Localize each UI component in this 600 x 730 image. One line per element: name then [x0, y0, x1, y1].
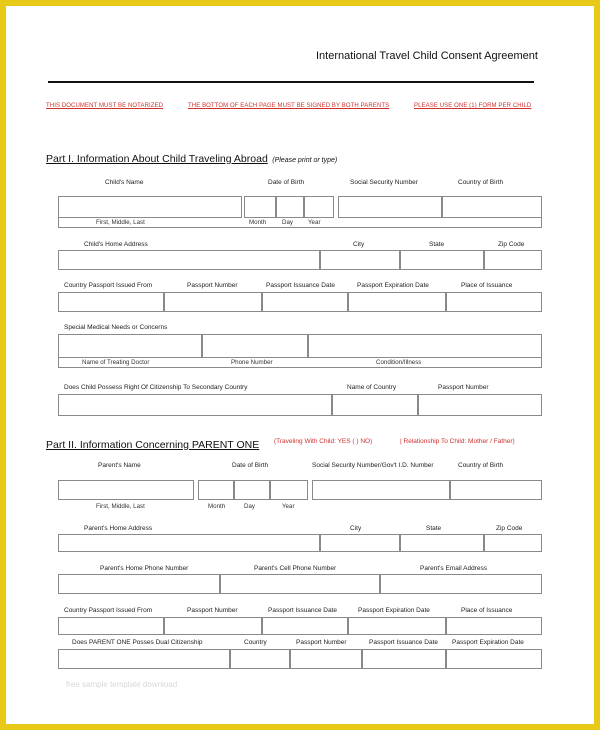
- label-parent-country-passport: Country Passport Issued From: [64, 607, 153, 614]
- label-medical-needs: Special Medical Needs or Concerns: [64, 324, 168, 331]
- label-parent-zip: Zip Code: [496, 525, 523, 532]
- child-country-passport-input[interactable]: [58, 292, 164, 312]
- sublabel-doctor: Name of Treating Doctor: [82, 359, 150, 366]
- label-parent-home-phone: Parent's Home Phone Number: [100, 565, 189, 572]
- parent-dob-month-input[interactable]: [198, 480, 234, 500]
- child-secondary-passport-input[interactable]: [418, 394, 542, 416]
- doctor-name-input[interactable]: [58, 334, 202, 358]
- label-parent-dual-country: Country: [244, 639, 267, 646]
- condition-illness-input[interactable]: [308, 334, 542, 358]
- label-parent-cell-phone: Parent's Cell Phone Number: [254, 565, 337, 572]
- parent-expiration-date-input[interactable]: [348, 617, 446, 635]
- child-country-of-birth-input[interactable]: [442, 196, 542, 218]
- document-title: International Travel Child Consent Agreement: [316, 50, 538, 62]
- parent-passport-number-input[interactable]: [164, 617, 262, 635]
- parent-country-of-birth-input[interactable]: [450, 480, 542, 500]
- parent-dual-issuance-date-input[interactable]: [362, 649, 446, 669]
- part1-title: Part I. Information About Child Traveling Abroad: [46, 153, 268, 165]
- child-place-of-issuance-input[interactable]: [446, 292, 542, 312]
- parent-state-input[interactable]: [400, 534, 484, 552]
- notice-one-form: PLEASE USE ONE (1) FORM PER CHILD: [414, 103, 532, 109]
- label-child-ssn: Social Security Number: [350, 179, 418, 186]
- child-expiration-date-input[interactable]: [348, 292, 446, 312]
- label-child-home-address: Child's Home Address: [84, 241, 148, 248]
- sublabel-child-day: Day: [282, 219, 294, 226]
- part1-note: (Please print or type): [272, 157, 338, 164]
- parent-dual-passport-number-input[interactable]: [290, 649, 362, 669]
- parent-city-input[interactable]: [320, 534, 400, 552]
- parent-home-address-input[interactable]: [58, 534, 320, 552]
- label-parent-expiration-date: Passport Expiration Date: [358, 607, 430, 614]
- label-parent-dual-issuance-date: Passport Issuance Date: [369, 639, 439, 646]
- notice-notarized: THIS DOCUMENT MUST BE NOTARIZED: [46, 103, 164, 109]
- sublabel-parent-name: First, Middle, Last: [96, 503, 145, 510]
- child-home-address-input[interactable]: [58, 250, 320, 270]
- part2-traveling-note: (Traveling With Child: YES ( ) NO): [274, 438, 373, 445]
- parent-cell-phone-input[interactable]: [220, 574, 380, 594]
- label-parent-dual-citizenship: Does PARENT ONE Posses Dual Citizenship: [72, 639, 203, 646]
- child-dob-year-input[interactable]: [304, 196, 334, 218]
- child-dob-month-input[interactable]: [244, 196, 276, 218]
- child-city-input[interactable]: [320, 250, 400, 270]
- title-rule: [48, 81, 534, 83]
- child-state-input[interactable]: [400, 250, 484, 270]
- label-parent-state: State: [426, 525, 442, 532]
- sublabel-parent-day: Day: [244, 503, 256, 510]
- label-child-secondary-passport: Passport Number: [438, 384, 489, 391]
- label-child-country-passport: Country Passport Issued From: [64, 282, 153, 289]
- label-child-country-of-birth: Country of Birth: [458, 179, 504, 186]
- label-child-zip: Zip Code: [498, 241, 525, 248]
- parent-place-of-issuance-input[interactable]: [446, 617, 542, 635]
- child-passport-number-input[interactable]: [164, 292, 262, 312]
- label-parent-city: City: [350, 525, 362, 532]
- child-dual-citizenship-input[interactable]: [58, 394, 332, 416]
- label-child-state: State: [429, 241, 445, 248]
- notice-signature: THE BOTTOM OF EACH PAGE MUST BE SIGNED BY BOTH PARENTS: [188, 103, 390, 109]
- parent-ssn-input[interactable]: [312, 480, 450, 500]
- child-secondary-country-input[interactable]: [332, 394, 418, 416]
- parent-dob-year-input[interactable]: [270, 480, 308, 500]
- label-child-expiration-date: Passport Expiration Date: [357, 282, 429, 289]
- sublabel-phone: Phone Number: [231, 359, 273, 366]
- label-child-dual-citizenship: Does Child Possess Right Of Citizenship To Secondary Country: [64, 384, 248, 391]
- child-zip-input[interactable]: [484, 250, 542, 270]
- part1-heading: [46, 149, 337, 167]
- sublabel-parent-month: Month: [208, 503, 226, 510]
- child-dob-day-input[interactable]: [276, 196, 304, 218]
- watermark: free sample template download: [66, 680, 178, 689]
- label-child-country-name: Name of Country: [347, 384, 397, 391]
- part2-title: Part II. Information Concerning PARENT ONE: [46, 439, 260, 451]
- parent-zip-input[interactable]: [484, 534, 542, 552]
- doctor-phone-input[interactable]: [202, 334, 308, 358]
- label-child-issuance-date: Passport Issuance Date: [266, 282, 336, 289]
- sublabel-parent-year: Year: [282, 503, 295, 510]
- sublabel-condition: Condition/Illness: [376, 359, 422, 366]
- label-parent-place-of-issuance: Place of Issuance: [461, 607, 513, 614]
- label-parent-email: Parent's Email Address: [420, 565, 487, 572]
- child-issuance-date-input[interactable]: [262, 292, 348, 312]
- label-child-place-of-issuance: Place of Issuance: [461, 282, 513, 289]
- child-name-input[interactable]: [58, 196, 242, 218]
- label-parent-ssn: Social Security Number/Gov't I.D. Number: [312, 462, 434, 469]
- parent-dob-day-input[interactable]: [234, 480, 270, 500]
- label-child-dob: Date of Birth: [268, 179, 305, 186]
- parent-country-passport-input[interactable]: [58, 617, 164, 635]
- label-parent-dual-passport-number: Passport Number: [296, 639, 347, 646]
- parent-email-input[interactable]: [380, 574, 542, 594]
- label-parent-issuance-date: Passport Issuance Date: [268, 607, 338, 614]
- part2-heading: [46, 435, 259, 453]
- parent-issuance-date-input[interactable]: [262, 617, 348, 635]
- label-child-passport-number: Passport Number: [187, 282, 238, 289]
- label-parent-country-of-birth: Country of Birth: [458, 462, 504, 469]
- label-parent-dob: Date of Birth: [232, 462, 269, 469]
- form-page: [6, 6, 594, 724]
- label-parent-dual-expiration-date: Passport Expiration Date: [452, 639, 524, 646]
- sublabel-child-month: Month: [249, 219, 267, 226]
- label-parent-name: Parent's Name: [98, 462, 141, 469]
- parent-name-input[interactable]: [58, 480, 194, 500]
- parent-home-phone-input[interactable]: [58, 574, 220, 594]
- child-ssn-input[interactable]: [338, 196, 442, 218]
- label-childs-name: Child's Name: [105, 179, 144, 186]
- parent-dual-expiration-date-input[interactable]: [446, 649, 542, 669]
- label-child-city: City: [353, 241, 365, 248]
- sublabel-child-year: Year: [308, 219, 321, 226]
- part2-relationship-note: | Relationship To Child: Mother / Father): [400, 438, 515, 445]
- parent-dual-citizenship-input[interactable]: [58, 649, 230, 669]
- label-parent-home-address: Parent's Home Address: [84, 525, 153, 532]
- label-parent-passport-number: Passport Number: [187, 607, 238, 614]
- sublabel-child-name: First, Middle, Last: [96, 219, 145, 226]
- parent-dual-country-input[interactable]: [230, 649, 290, 669]
